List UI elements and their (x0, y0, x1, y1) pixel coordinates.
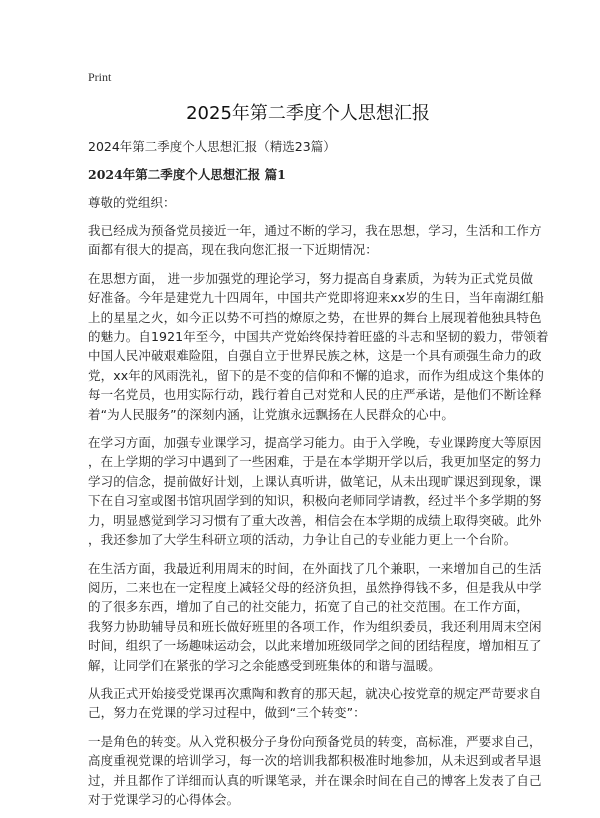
section-heading: 2024年第二季度个人思想汇报 篇1 (88, 167, 286, 182)
paragraph (88, 433, 542, 549)
paragraph-line: 每一名党员，也用实际行动，践行着自己对党和人民的庄严承诺，是他们不断诠释 (88, 387, 542, 403)
paragraph (88, 559, 542, 675)
paragraph-line: ，在上学期的学习中遇到了一些困难，于是在本学期开学以后，我更加坚定的努力 (88, 454, 542, 470)
paragraph-line: 阅历，二来也在一定程度上减轻父母的经济负担，虽然挣得钱不多，但是我从中学 (88, 579, 542, 595)
paragraph-line: 对于党课学习的心得体会。 (88, 791, 240, 807)
greeting: 尊敬的党组织： (88, 195, 176, 210)
paragraph (88, 684, 542, 723)
document-subtitle: 2024年第二季度个人思想汇报（精选23篇） (88, 139, 336, 154)
paragraph-line: 高度重视党课的培训学习，每一次的培训我都积极准时地参加，从未迟到或者早退 (88, 753, 542, 769)
paragraph (88, 732, 542, 810)
document-title: 2025年第二季度个人思想汇报 (186, 103, 430, 124)
paragraph (88, 269, 549, 424)
paragraph-line: 面都有很大的提高，现在我向您汇报一下近期情况： (88, 242, 378, 258)
document-page (88, 70, 549, 818)
paragraph-line: 在学习方面，加强专业课学习，提高学习能力。由于入学晚，专业课跨度大等原因 (88, 435, 542, 451)
paragraph-line: 一是角色的转变。从入党积极分子身份向预备党员的转变，高标准，严要求自己， (88, 733, 542, 749)
paragraph-line: 力，明显感觉到学习习惯有了重大改善，相信会在本学期的成绩上取得突破。此外 (88, 512, 542, 528)
paragraph-line: 解，让同学们在紧张的学习之余能感受到班集体的和谐与温暖。 (88, 657, 441, 673)
paragraph-line: 上的星星之火，如今正以势不可挡的燎原之势，在世界的舞台上展现着他独具特色 (88, 309, 542, 325)
paragraph-line: 从我正式开始接受党课再次熏陶和教育的那天起，就决心按党章的规定严苛要求自 (88, 685, 542, 701)
paragraph-line: 我努力协助辅导员和班长做好班里的各项工作，作为组织委员，我还利用周末空闲 (88, 618, 542, 634)
paragraph-line: 党，xx年的风雨洗礼，留下的是不变的信仰和不懈的追求，而作为组成这个集体的 (88, 367, 544, 383)
paragraph-line: ，我还参加了大学生科研立项的活动，力争让自己的专业能力更上一个台阶。 (88, 532, 517, 548)
paragraph-line: 下在自习室或图书馆巩固学到的知识，积极向老师同学请教，经过半个多学期的努 (88, 493, 542, 509)
paragraph-line: 的魅力。自1921年至今，中国共产党始终保持着旺盛的斗志和坚韧的毅力，带领着 (88, 329, 549, 345)
paragraph-line: 我已经成为预备党员接近一年，通过不断的学习，我在思想，学习，生活和工作方 (88, 223, 542, 238)
paragraph-line: 的了很多东西，增加了自己的社交能力，拓宽了自己的社交范围。在工作方面， (88, 599, 530, 615)
paragraph-line: 着“为人民服务”的深刻内涵，让党旗永远飘扬在人民群众的心中。 (88, 406, 454, 422)
paragraph-line: 过，并且都作了详细而认真的听课笔录，并在课余时间在自己的博客上发表了自己 (88, 772, 542, 788)
print-label: Print (88, 70, 112, 84)
paragraph-line: 时间，组织了一场趣味运动会，以此来增加班级同学之间的团结程度，增加相互了 (88, 638, 542, 654)
paragraph-line: 在生活方面，我最近利用周末的时间，在外面找了几个兼职，一来增加自己的生活 (88, 560, 542, 576)
paragraph-line: 中国人民冲破艰难险阻，自强自立于世界民族之林，这是一个具有顽强生命力的政 (88, 348, 542, 364)
paragraph-line: 在思想方面， 进一步加强党的理论学习，努力提高自身素质，为转为正式党员做 (88, 270, 534, 286)
paragraph (88, 221, 542, 260)
body-text (88, 221, 549, 809)
paragraph-line: 学习的信念，提前做好计划，上课认真听讲，做笔记，从未出现旷课迟到现象，课 (88, 473, 542, 489)
paragraph-line: 己，努力在党课的学习过程中，做到“三个转变”： (88, 705, 366, 721)
paragraph-line: 好准备。今年是建党九十四周年，中国共产党即将迎来xx岁的生日，当年南湖红船 (88, 290, 544, 306)
